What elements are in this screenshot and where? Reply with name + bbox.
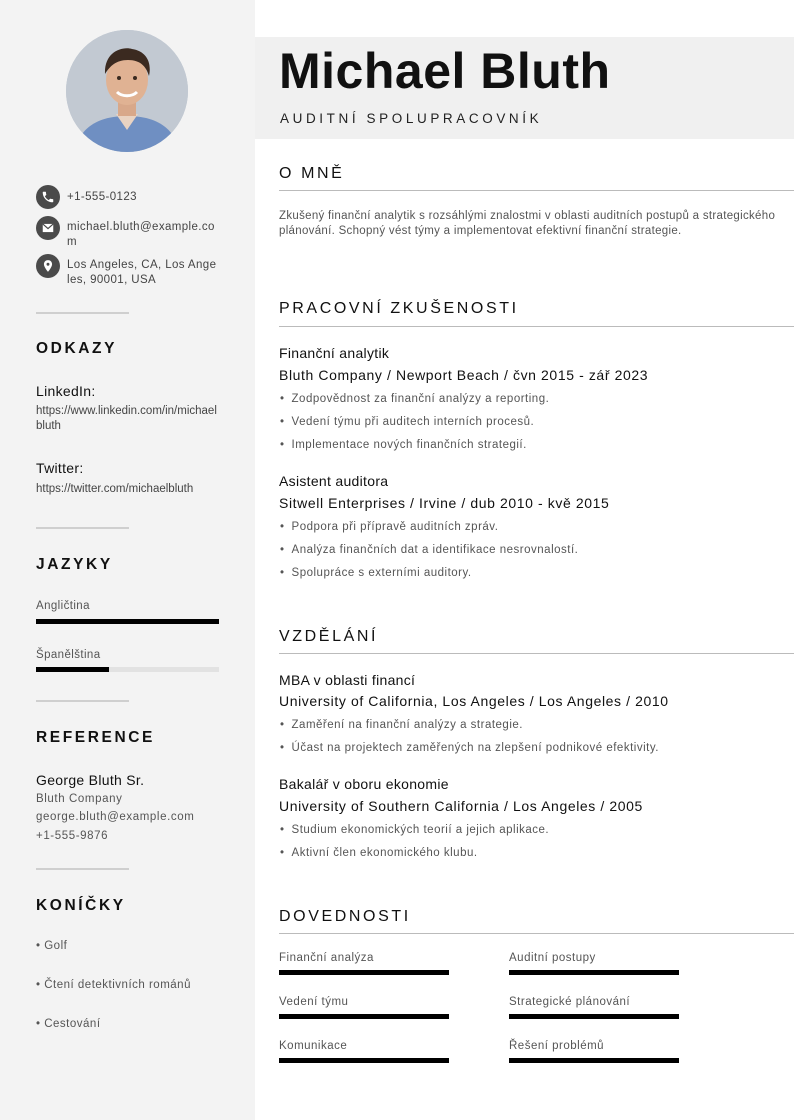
skill-level-fill — [279, 970, 449, 975]
job-role: Asistent auditora — [279, 473, 389, 489]
contact-email — [36, 216, 219, 250]
reference-name: George Bluth Sr. — [36, 772, 145, 788]
skill-name: Auditní postupy — [509, 952, 596, 964]
job-bullet: • Analýza finančních dat a identifikace nesrovnalostí. — [280, 544, 578, 556]
location-pin-icon — [36, 254, 60, 278]
skill-name: Komunikace — [279, 1040, 348, 1052]
job-bullet: • Podpora při přípravě auditních zpráv. — [280, 521, 498, 533]
hobby-item: • Golf — [36, 940, 68, 952]
job-bullet: • Vedení týmu při auditech interních procesů. — [280, 416, 534, 428]
language-level-fill — [36, 667, 109, 672]
email-text: michael.bluth@example.com — [67, 221, 215, 248]
about-title: O MNĚ — [279, 165, 345, 182]
language-level-bar — [36, 667, 219, 672]
section-rule — [279, 653, 794, 654]
skill-level-bar — [509, 1058, 679, 1063]
job-bullet: • Spolupráce s externími auditory. — [280, 567, 472, 579]
reference-title: REFERENCE — [36, 729, 155, 746]
skill-level-fill — [509, 1014, 679, 1019]
reference-company: Bluth Company — [36, 793, 123, 805]
education-degree: MBA v oblasti financí — [279, 672, 416, 688]
job-bullet: • Implementace nových finančních strategií. — [280, 439, 527, 451]
skill-level-bar — [509, 1014, 679, 1019]
skill-level-bar — [279, 970, 449, 975]
education-bullet: • Aktivní člen ekonomického klubu. — [280, 847, 478, 859]
twitter-url[interactable]: https://twitter.com/michaelbluth — [36, 483, 194, 495]
reference-phone: +1-555-9876 — [36, 830, 109, 842]
divider — [36, 527, 129, 529]
contact-address — [36, 254, 219, 288]
skills-title: DOVEDNOSTI — [279, 908, 411, 925]
language-level-fill — [36, 619, 219, 624]
skill-level-fill — [509, 970, 679, 975]
job-details: Bluth Company / Newport Beach / čvn 2015 - zář 2023 — [279, 367, 649, 383]
education-bullet: • Zaměření na finanční analýzy a strategie. — [280, 719, 523, 731]
links-title: ODKAZY — [36, 340, 118, 357]
education-details: University of Southern California / Los Angeles / 2005 — [279, 798, 643, 814]
skill-level-bar — [279, 1014, 449, 1019]
languages-title: JAZYKY — [36, 556, 113, 573]
hobby-item: • Čtení detektivních románů — [36, 979, 191, 991]
language-name: Španělština — [36, 649, 101, 661]
divider — [36, 312, 129, 314]
skill-level-bar — [509, 970, 679, 975]
education-details: University of California, Los Angeles / Los Angeles / 2010 — [279, 693, 669, 709]
education-bullet: • Studium ekonomických teorií a jejich aplikace. — [280, 824, 549, 836]
twitter-label: Twitter: — [36, 460, 84, 476]
skill-name: Řešení problémů — [509, 1040, 605, 1052]
hobby-text: Golf — [44, 940, 68, 952]
phone-icon — [36, 185, 60, 209]
hobby-text: Čtení detektivních románů — [44, 979, 191, 991]
linkedin-url[interactable]: https://www.linkedin.com/in/michaelbluth — [36, 405, 217, 432]
reference-email: george.bluth@example.com — [36, 811, 195, 823]
job-bullet: • Zodpovědnost za finanční analýzy a reporting. — [280, 393, 549, 405]
education-title: VZDĚLÁNÍ — [279, 628, 379, 645]
about-text: Zkušený finanční analytik s rozsáhlými znalostmi v oblasti auditních postupů a strategického plánování. Schopný vést týmy a implementovat efektivní finanční strategie. — [279, 210, 776, 237]
experience-title: PRACOVNÍ ZKUŠENOSTI — [279, 300, 519, 317]
hobby-item: • Cestování — [36, 1018, 101, 1030]
job-role: Finanční analytik — [279, 345, 390, 361]
address-text: Los Angeles, CA, Los Angeles, 90001, USA — [67, 259, 217, 286]
education-degree: Bakalář v oboru ekonomie — [279, 776, 449, 792]
section-rule — [279, 326, 794, 327]
candidate-name: Michael Bluth — [279, 43, 611, 99]
skill-name: Strategické plánování — [509, 996, 631, 1008]
skill-level-fill — [279, 1014, 449, 1019]
divider — [36, 868, 129, 870]
divider — [36, 700, 129, 702]
envelope-icon — [36, 216, 60, 240]
linkedin-label: LinkedIn: — [36, 383, 96, 399]
job-title: AUDITNÍ SPOLUPRACOVNÍK — [280, 111, 543, 126]
section-rule — [279, 933, 794, 934]
skill-level-fill — [509, 1058, 679, 1063]
hobbies-title: KONÍČKY — [36, 897, 126, 914]
contact-phone — [36, 185, 219, 209]
profile-photo — [66, 30, 188, 152]
section-rule — [279, 190, 794, 191]
language-name: Angličtina — [36, 600, 90, 612]
hobby-text: Cestování — [44, 1018, 101, 1030]
phone-text: +1-555-0123 — [67, 191, 137, 203]
sidebar — [0, 0, 255, 1120]
skill-name: Finanční analýza — [279, 952, 374, 964]
education-bullet: • Účast na projektech zaměřených na zlepšení podnikové efektivity. — [280, 742, 659, 754]
language-level-bar — [36, 619, 219, 624]
job-details: Sitwell Enterprises / Irvine / dub 2010 - kvě 2015 — [279, 495, 610, 511]
skill-level-fill — [279, 1058, 449, 1063]
skill-name: Vedení týmu — [279, 996, 349, 1008]
skill-level-bar — [279, 1058, 449, 1063]
